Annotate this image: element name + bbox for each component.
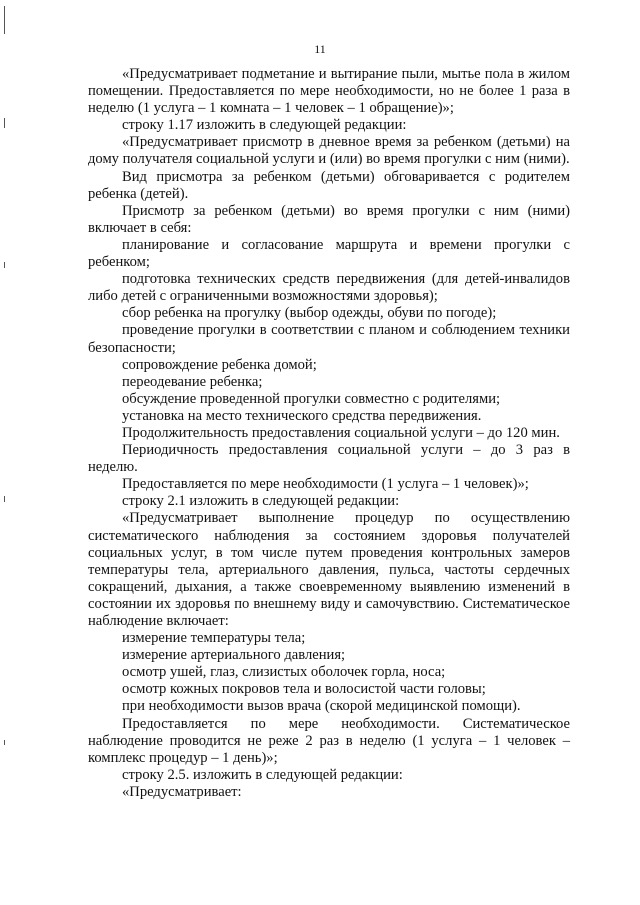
list-item: измерение артериального давления; — [122, 647, 346, 664]
paragraph: Предоставляется по мере необходимости. Систематическое наблюдение проводится не реже 2 раз в неделю (1 услуга – 1 человек – комплекс процедур – 1 день)»; — [88, 715, 570, 766]
paragraph: «Предусматривает присмотр в дневное время за ребенком (детьми) на дому получателя социальной услуги и (или) во время прогулки с ним (ними). — [88, 134, 570, 168]
scan-edge-mark — [4, 262, 5, 268]
list-item: при необходимости вызов врача (скорой медицинской помощи). — [122, 698, 521, 715]
page-number: 11 — [314, 42, 326, 56]
scan-edge-mark — [4, 496, 5, 502]
list-item: сопровождение ребенка домой; — [122, 356, 317, 373]
scan-edge-mark — [4, 740, 5, 745]
paragraph: Предоставляется по мере необходимости (1 услуга – 1 человек)»; — [122, 476, 529, 493]
paragraph: Вид присмотра за ребенком (детьми) обговаривается с родителем ребенка (детей). — [88, 168, 570, 202]
list-item: подготовка технических средств передвижения (для детей-инвалидов либо детей с ограниченными возможностями здоровья); — [88, 271, 570, 305]
paragraph: строку 1.17 изложить в следующей редакции: — [122, 117, 407, 134]
paragraph: Периодичность предоставления социальной услуги – до 3 раз в неделю. — [88, 442, 570, 476]
list-item: установка на место технического средства передвижения. — [122, 407, 482, 424]
list-item: измерение температуры тела; — [122, 630, 306, 647]
list-item: обсуждение проведенной прогулки совместно с родителями; — [122, 390, 501, 407]
paragraph: Присмотр за ребенком (детьми) во время прогулки с ним (ними) включает в себя: — [88, 202, 570, 236]
paragraph: строку 2.1 изложить в следующей редакции: — [122, 493, 400, 510]
paragraph: «Предусматривает подметание и вытирание пыли, мытье пола в жилом помещении. Предоставляется по мере необходимости, но не более 1 раза в неделю (1 услуга – 1 комната – 1 человек – 1 обращение)»; — [88, 66, 570, 117]
paragraph: Продолжительность предоставления социальной услуги – до 120 мин. — [122, 424, 560, 441]
paragraph: «Предусматривает выполнение процедур по осуществлению систематического наблюдения за состоянием здоровья получателей социальных услуг, в том числе путем проведения контрольных замеров температуры тела, артериального давления, пульса, частоты сердечных сокращений, дыхания, а также своевременному выявлению изменений в состоянии их здоровья по внешнему виду и самочувствию. Систематическое наблюдение включает: — [88, 510, 570, 629]
list-item: сбор ребенка на прогулку (выбор одежды, обуви по погоде); — [122, 305, 497, 322]
list-item: проведение прогулки в соответствии с планом и соблюдением техники безопасности; — [88, 322, 570, 356]
paragraph: строку 2.5. изложить в следующей редакции: — [122, 766, 403, 783]
list-item: планирование и согласование маршрута и времени прогулки с ребенком; — [88, 236, 570, 271]
document-body — [88, 66, 570, 801]
scan-edge-mark — [4, 6, 5, 34]
paragraph: «Предусматривает: — [122, 783, 242, 800]
list-item: осмотр ушей, глаз, слизистых оболочек горла, носа; — [122, 664, 446, 681]
list-item: переодевание ребенка; — [122, 373, 263, 390]
list-item: осмотр кожных покровов тела и волосистой части головы; — [122, 681, 486, 698]
scan-edge-mark — [4, 118, 5, 128]
